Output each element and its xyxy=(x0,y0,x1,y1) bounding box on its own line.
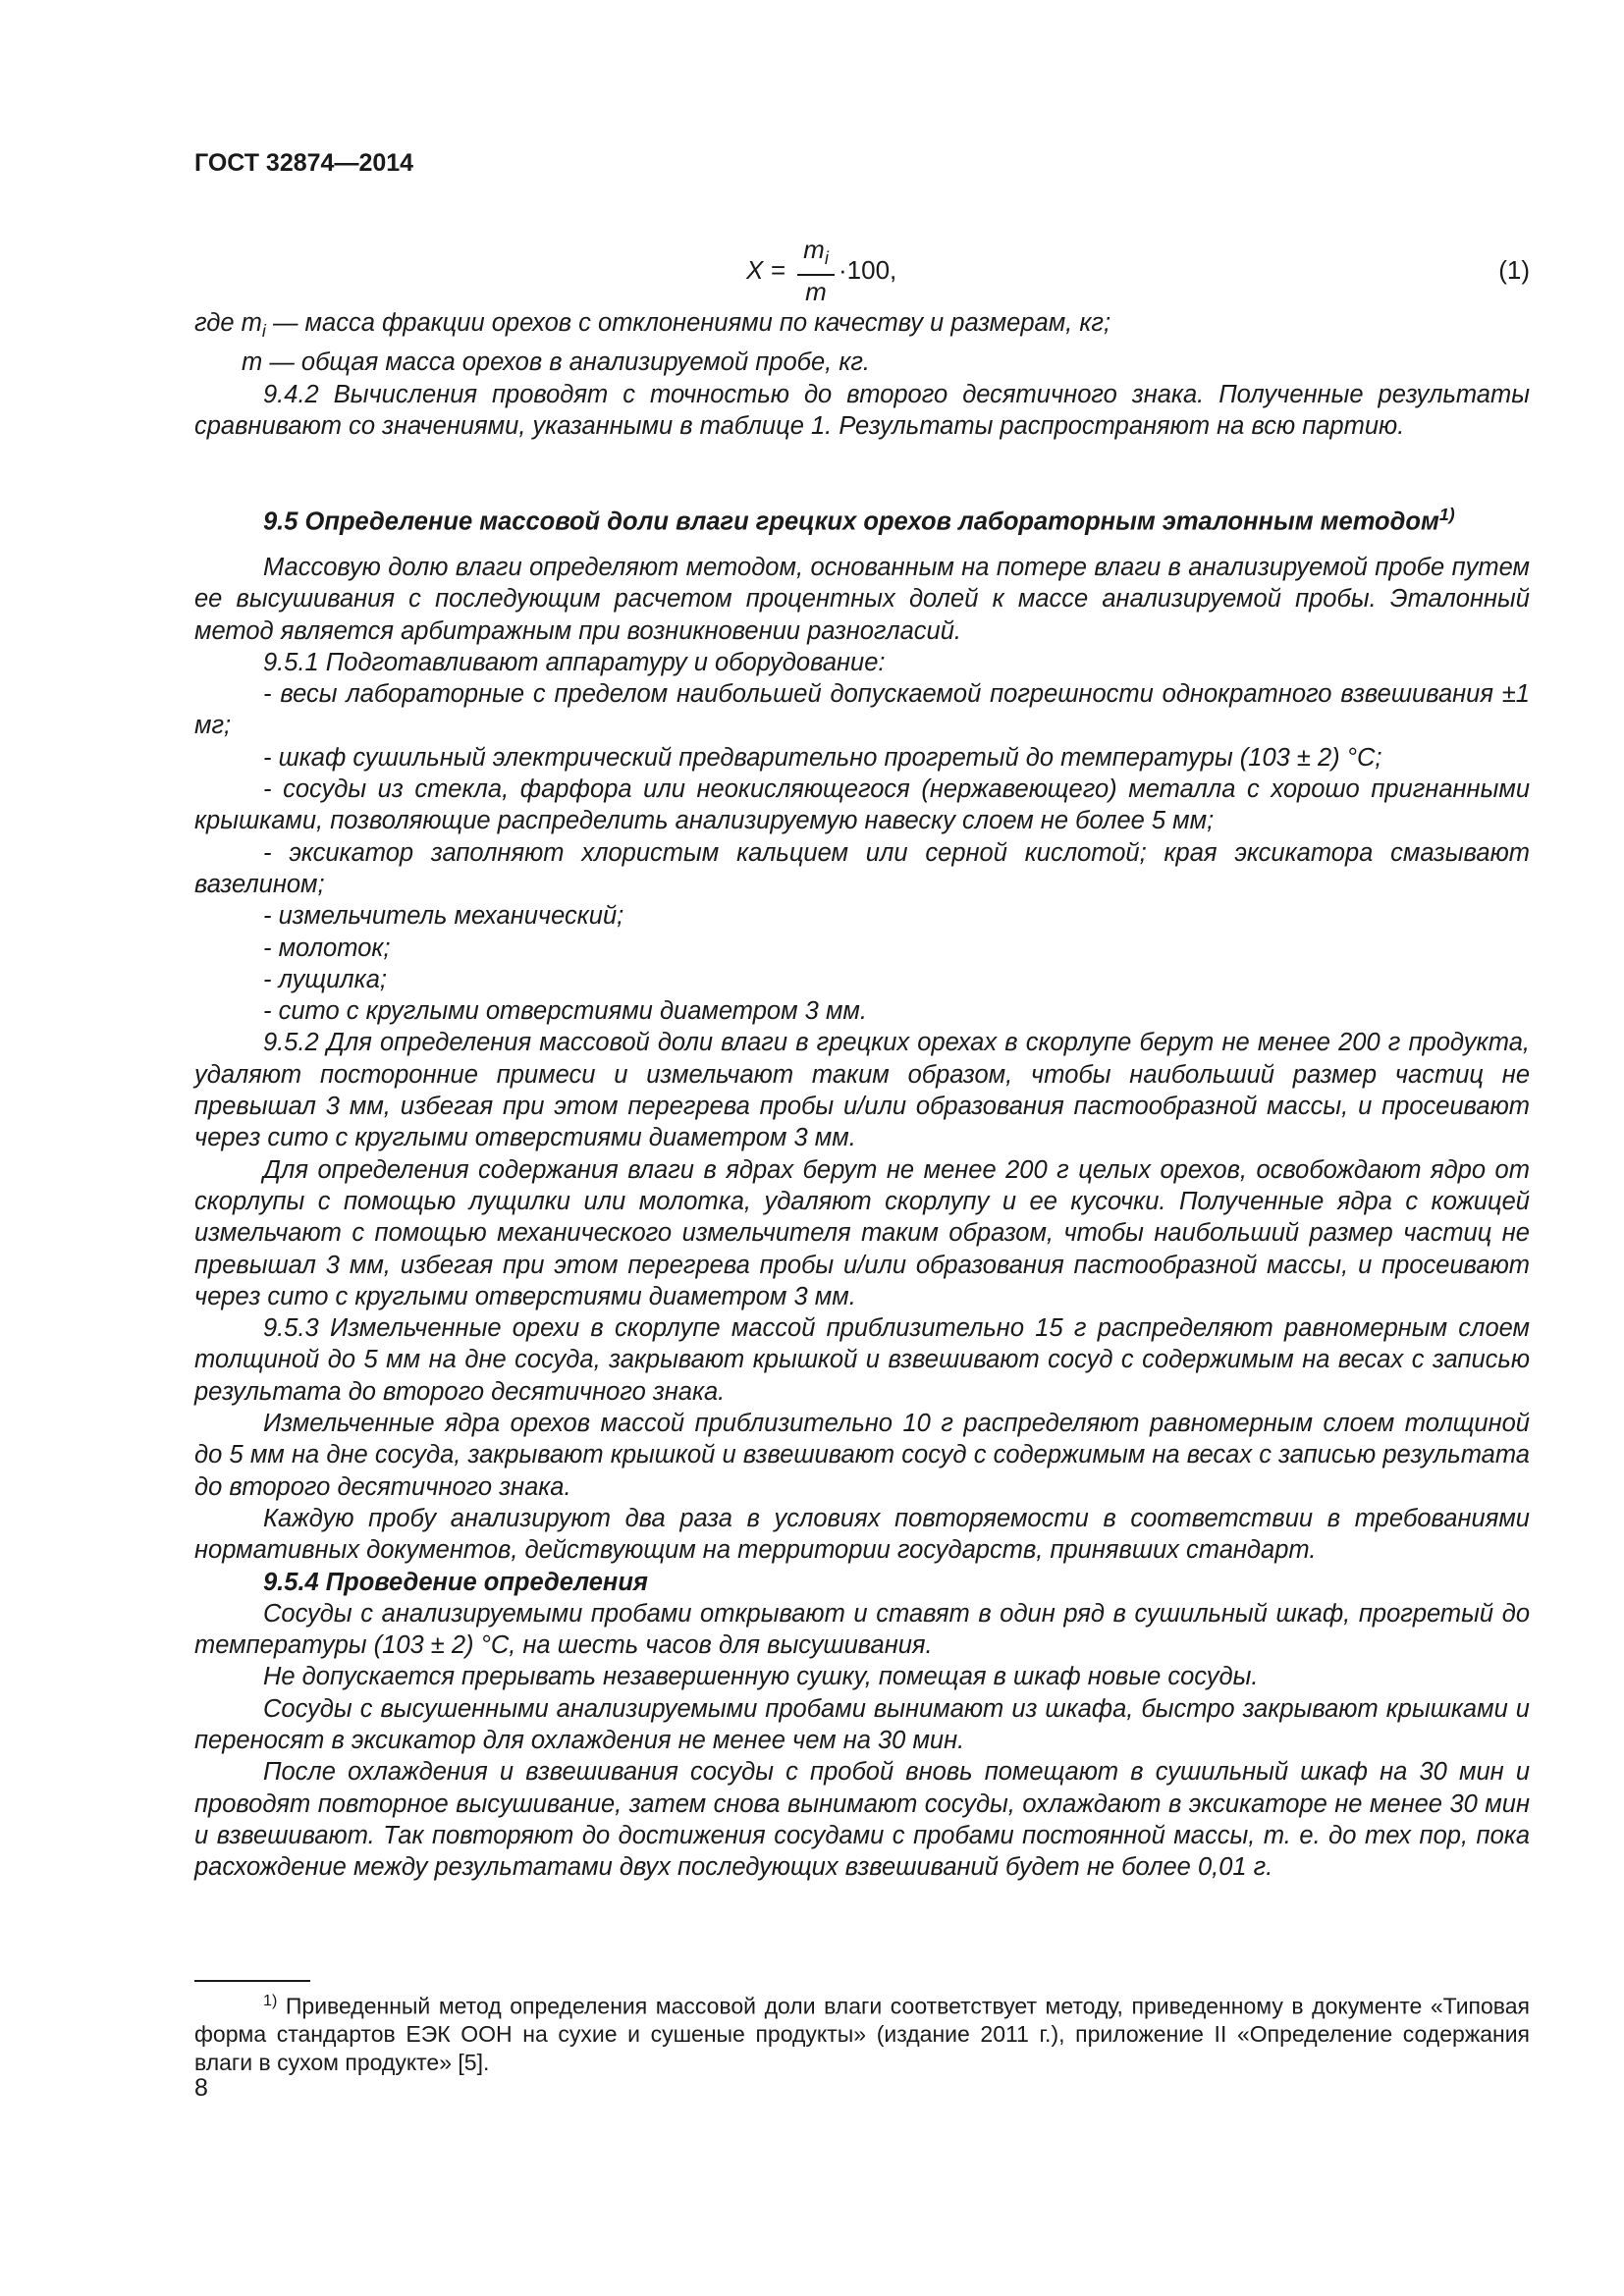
paragraph-9-5-3: 9.5.3 Измельченные орехи в скорлупе массой приблизительно 15 г распределяют равномерным слоем толщиной до 5 мм на дне сосуда, закрывают крышкой и взвешивают сосуд с содержимым на весах с записью результата до второго десятичного знака. xyxy=(194,1314,1530,1406)
formula-denominator: m xyxy=(805,277,827,307)
section-9-5-heading-block xyxy=(194,499,1530,538)
formula-rest: ·100, xyxy=(839,255,897,285)
main-text-block xyxy=(194,552,1530,1883)
formula-fraction xyxy=(795,234,837,307)
equipment-item: - эксикатор заполняют хлористым кальцием или серной кислотой; края эксикатора смазывают вазелином; xyxy=(194,838,1530,898)
paragraph-9-4-2: 9.4.2 Вычисления проводят с точностью до второго десятичного знака. Полученные результаты сравнивают со значениями, указанными в таблице 1. Результаты распространяют на всю партию. xyxy=(194,380,1530,440)
footnote-text: $^{1)}$ Приведенный метод определения массовой доли влаги соответствует методу, приведенному в документе «Типовая форма стандартов ЕЭК ООН на сухие и сушеные продукты» (издание 2011 г.), приложение II «Определение содержания влаги в сухом продукте» [5]. xyxy=(194,1992,1530,2075)
equipment-item: - измельчитель механический; xyxy=(263,902,624,931)
document-header: ГОСТ 32874—2014 xyxy=(194,149,414,177)
equipment-item: - сито с круглыми отверстиями диаметром 3 мм. xyxy=(263,997,867,1026)
formula-lhs: X = xyxy=(746,255,785,285)
section-9-5-4-heading: 9.5.4 Проведение определения xyxy=(263,1568,648,1596)
definition-mi: где $m_i$ — масса фракции орехов с отклонениями по качеству и размерам, кг; xyxy=(194,309,1111,342)
paragraph-9-5-4-a: Сосуды с анализируемыми пробами открывают и ставят в один ряд в сушильный шкаф, прогретый до температуры (103 ± 2) °С, на шесть часов для высушивания. xyxy=(194,1599,1530,1660)
equipment-item: - шкаф сушильный электрический предварительно прогретый до температуры (103 ± 2) °С; xyxy=(263,743,1382,772)
paragraph-9-5-4-b: Не допускается прерывать незавершенную сушку, помещая в шкаф новые сосуды. xyxy=(263,1663,1259,1691)
formula-number: (1) xyxy=(1498,255,1530,285)
paragraph-9-5-3-repeat: Каждую пробу анализируют два раза в условиях повторяемости в соответствии в требованиями нормативных документов, действующим на территории государств, принявших стандарт. xyxy=(194,1504,1530,1565)
page-number: 8 xyxy=(194,2074,208,2102)
equipment-item: - сосуды из стекла, фарфора или неокисляющегося (нержавеющего) металла с хорошо пригнанными крышками, позволяющие распределить анализируемую навеску слоем не более 5 мм; xyxy=(194,775,1530,835)
footnote-ref: 1) xyxy=(1438,505,1455,524)
paragraph-9-5-3-kernels: Измельченные ядра орехов массой приблизительно 10 г распределяют равномерным слоем толщиной до 5 мм на дне сосуда, закрывают крышкой и взвешивают сосуд с содержимым на весах с записью результата до второго десятичного знака. xyxy=(194,1410,1530,1501)
definition-m: m — общая масса орехов в анализируемой пробе, кг. xyxy=(242,348,871,377)
formula-numerator: $m_i$ xyxy=(803,235,829,269)
section-9-5-heading: 9.5 Определение массовой доли влаги грецких орехов лабораторным эталонным методом$^{1)}$ xyxy=(263,505,1455,536)
paragraph-9-5-4-d: После охлаждения и взвешивания сосуды с пробой вновь помещают в сушильный шкаф на 30 мин и проводят повторное высушивание, затем снова вынимают сосуды, охлаждают в эксикаторе не менее 30 мин и взвешивают. Так повторяют до достижения сосудами с пробами постоянной массы, т. е. до тех пор, пока расхождение между результатами двух последующих взвешиваний будет не более 0,01 г. xyxy=(194,1758,1530,1882)
paragraph-9-5-2: 9.5.2 Для определения массовой доли влаги в грецких орехах в скорлупе берут не менее 200 г продукта, удаляют посторонние примеси и измельчают таким образом, чтобы наибольший размер частиц не превышал 3 мм, избегая при этом перегрева пробы и/или образования пастообразной массы, и просеивают через сито с круглыми отверстиями диаметром 3 мм. xyxy=(194,1029,1530,1152)
formula-1 xyxy=(746,234,897,312)
footnote-marker: 1) xyxy=(263,1992,278,2009)
equipment-item: - лущилка; xyxy=(263,965,387,993)
paragraph-intro: Массовую долю влаги определяют методом, основанным на потере влаги в анализируемой пробе путем ее высушивания с последующим расчетом процентных долей к массе анализируемой пробы. Эталонный метод является арбитражным при возникновении разногласий. xyxy=(194,554,1530,645)
equipment-item: - молоток; xyxy=(263,934,391,962)
paragraph-9-5-4-c: Сосуды с высушенными анализируемыми пробами вынимают из шкафа, быстро закрывают крышками и переносят в эксикатор для охлаждения не менее чем на 30 мин. xyxy=(194,1694,1530,1754)
footnote xyxy=(194,1987,1530,2076)
paragraph-9-5-2-kernels: Для определения содержания влаги в ядрах берут не менее 200 г целых орехов, освобождают ядро от скорлупы с помощью лущилки или молотка, удаляют скорлупу и ее кусочки. Полученные ядра с кожицей измельчают с помощью механического измельчителя таким образом, чтобы наибольший размер частиц не превышал 3 мм, избегая при этом перегрева пробы и/или образования пастообразной массы, и просеивают через сито с круглыми отверстиями диаметром 3 мм. xyxy=(194,1155,1530,1310)
definitions-block xyxy=(194,307,1530,442)
equipment-item: - весы лабораторные с пределом наибольшей допускаемой погрешности однократного взвешивания ±1 мг; xyxy=(194,680,1530,740)
footnote-separator xyxy=(194,1980,310,1982)
paragraph-9-5-1: 9.5.1 Подготавливают аппаратуру и оборудование: xyxy=(263,648,886,676)
